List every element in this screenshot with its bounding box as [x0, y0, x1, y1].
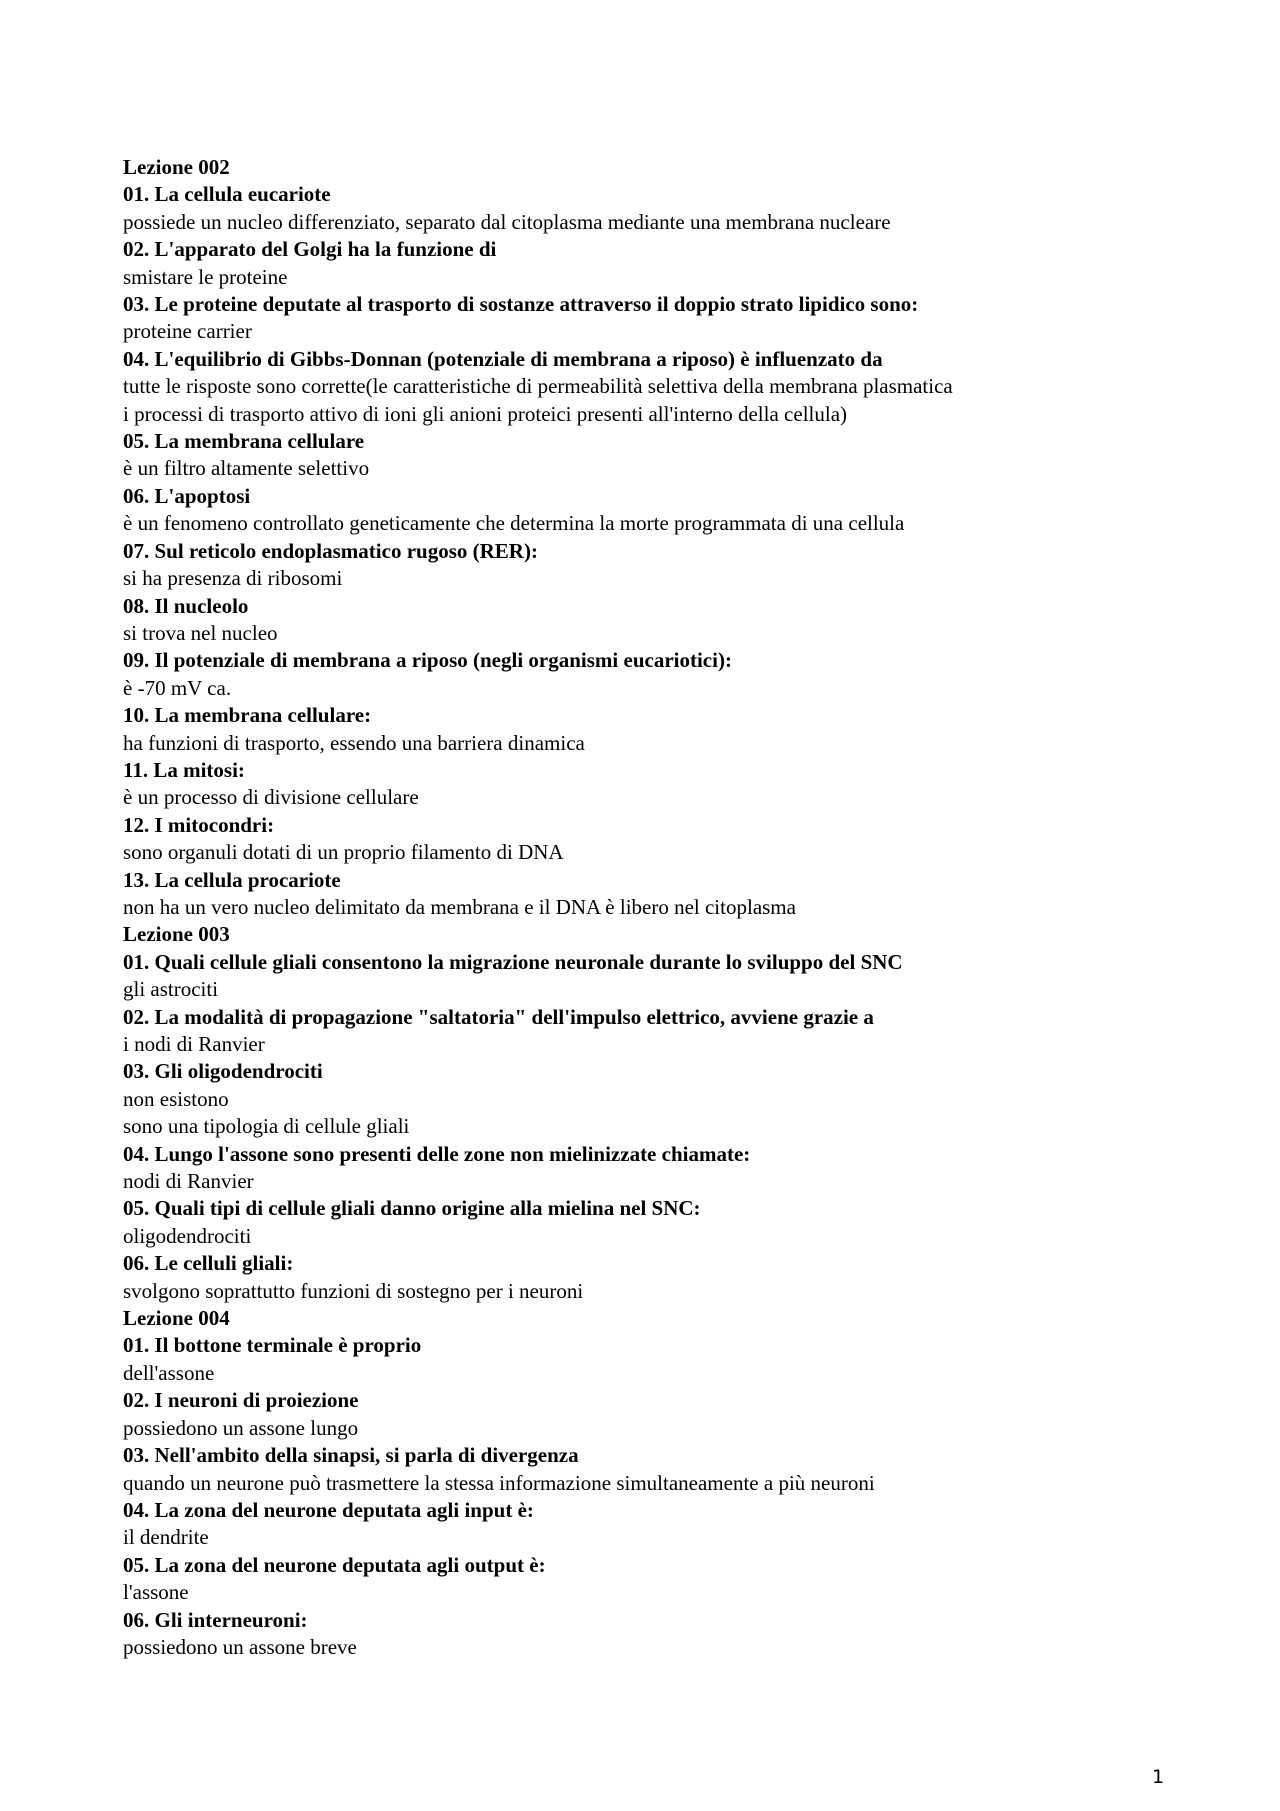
answer-text: si ha presenza di ribosomi [123, 566, 343, 591]
answer-text: proteine carrier [123, 319, 252, 344]
question-heading: 10. La membrana cellulare: [123, 703, 372, 728]
answer-text: nodi di Ranvier [123, 1169, 254, 1194]
answer-text: è -70 mV ca. [123, 675, 232, 700]
answer-text: è un processo di divisione cellulare [123, 785, 419, 810]
answer-text: svolgono soprattutto funzioni di sostegno per i neuroni [123, 1278, 584, 1303]
question-heading: 04. Lungo l'assone sono presenti delle zone non mielinizzate chiamate: [123, 1141, 751, 1166]
answer-text: si trova nel nucleo [123, 620, 278, 645]
question-heading: 05. La membrana cellulare [123, 429, 365, 454]
question-heading: 05. La zona del neurone deputata agli output è: [123, 1552, 546, 1577]
question-heading: 13. La cellula procariote [123, 867, 341, 892]
answer-text: possiedono un assone breve [123, 1634, 357, 1659]
question-heading: 01. Il bottone terminale è proprio [123, 1333, 422, 1358]
question-heading: Lezione 003 [123, 922, 230, 947]
answer-text: i processi di trasporto attivo di ioni gli anioni proteici presenti all'interno della cellula) [123, 401, 848, 426]
answer-text: non esistono [123, 1086, 229, 1111]
answer-text: il dendrite [123, 1525, 209, 1550]
answer-text: gli astrociti [123, 977, 219, 1002]
answer-text: l'assone [123, 1580, 189, 1605]
question-heading: 03. Le proteine deputate al trasporto di sostanze attraverso il doppio strato lipidico sono: [123, 292, 919, 317]
question-heading: 07. Sul reticolo endoplasmatico rugoso (RER): [123, 538, 538, 563]
document-body [123, 154, 1223, 1661]
question-heading: 12. I mitocondri: [123, 812, 275, 837]
question-heading: 05. Quali tipi di cellule gliali danno origine alla mielina nel SNC: [123, 1196, 701, 1221]
answer-text: tutte le risposte sono corrette(le caratteristiche di permeabilità selettiva della membrana plasmatica [123, 374, 953, 399]
question-heading: 02. L'apparato del Golgi ha la funzione di [123, 237, 497, 262]
question-heading: 11. La mitosi: [123, 757, 245, 782]
answer-text: è un filtro altamente selettivo [123, 456, 370, 481]
answer-text: è un fenomeno controllato geneticamente che determina la morte programmata di una cellula [123, 511, 905, 536]
answer-text: quando un neurone può trasmettere la stessa informazione simultaneamente a più neuroni [123, 1470, 875, 1495]
question-heading: 03. Gli oligodendrociti [123, 1059, 323, 1084]
question-heading: 06. L'apoptosi [123, 483, 251, 508]
question-heading: Lezione 004 [123, 1306, 230, 1331]
question-heading: 03. Nell'ambito della sinapsi, si parla di divergenza [123, 1443, 579, 1468]
answer-text: oligodendrociti [123, 1223, 252, 1248]
answer-text: i nodi di Ranvier [123, 1032, 265, 1056]
question-heading: 04. L'equilibrio di Gibbs-Donnan (potenziale di membrana a riposo) è influenzato da [123, 346, 883, 371]
question-heading: 06. Gli interneuroni: [123, 1607, 308, 1632]
question-heading: 01. Quali cellule gliali consentono la migrazione neuronale durante lo sviluppo del SNC [123, 949, 903, 974]
answer-text: sono organuli dotati di un proprio filamento di DNA [123, 840, 564, 865]
question-heading: 02. La modalità di propagazione "saltatoria" dell'impulso elettrico, avviene grazie a [123, 1004, 874, 1029]
question-heading: 06. Le celluli gliali: [123, 1251, 294, 1276]
answer-text: dell'assone [123, 1360, 215, 1385]
question-heading: 02. I neuroni di proiezione [123, 1388, 359, 1413]
answer-text: sono una tipologia di cellule gliali [123, 1114, 410, 1139]
question-heading: 04. La zona del neurone deputata agli input è: [123, 1497, 534, 1522]
answer-text: smistare le proteine [123, 264, 288, 289]
question-heading: Lezione 002 [123, 155, 230, 179]
question-heading: 01. La cellula eucariote [123, 182, 331, 207]
answer-text: possiede un nucleo differenziato, separato dal citoplasma mediante una membrana nucleare [123, 209, 891, 234]
answer-text: non ha un vero nucleo delimitato da membrana e il DNA è libero nel citoplasma [123, 894, 796, 919]
question-heading: 09. Il potenziale di membrana a riposo (negli organismi eucariotici): [123, 648, 732, 673]
answer-text: possiedono un assone lungo [123, 1415, 359, 1440]
answer-text: ha funzioni di trasporto, essendo una barriera dinamica [123, 730, 585, 755]
page-number: 1 [1152, 1766, 1165, 1788]
question-heading: 08. Il nucleolo [123, 593, 249, 618]
